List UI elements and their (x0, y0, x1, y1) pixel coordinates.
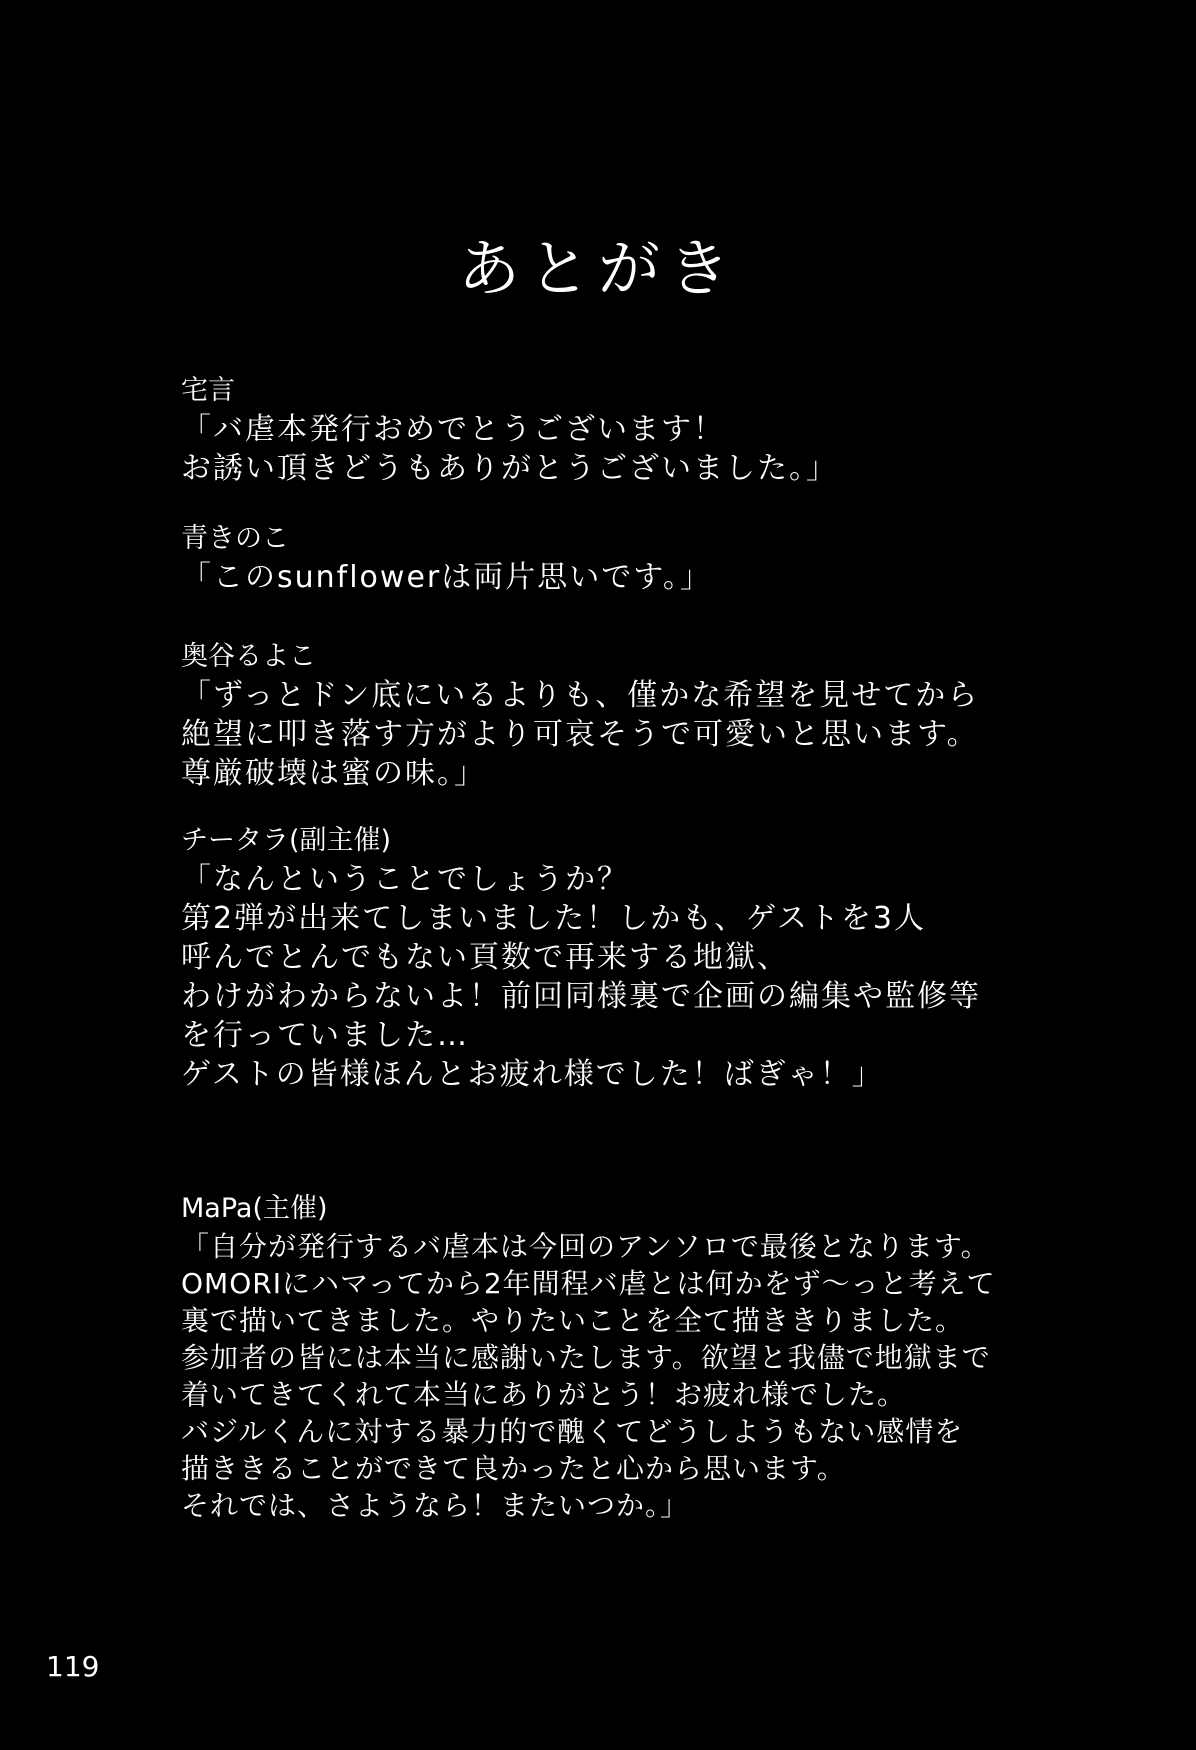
message-line: 描ききることができて良かったと心から思います。 (181, 1452, 846, 1485)
author-name: 奥谷るよこ (181, 641, 316, 672)
message-line: OMORIにハマってから2年間程バ虐とは何かをず〜っと考えて (181, 1267, 996, 1300)
message-line: ゲストの皆様ほんとお疲れ様でした！ばぎゃ！」 (181, 1057, 884, 1092)
author-name: チータラ(副主催) (181, 825, 392, 856)
message-line: わけがわからないよ！前回同様裏で企画の編集や監修等 (181, 979, 981, 1014)
message-line: 裏で描いてきました。やりたいことを全て描ききりました。 (181, 1304, 965, 1337)
author-name: 青きのこ (181, 523, 289, 554)
section-cheetara (181, 822, 1101, 1094)
author-name: MaPa(主催) (181, 1193, 328, 1224)
message-line: 「なんということでしょうか？ (181, 862, 629, 897)
message-line: 「ずっとドン底にいるよりも、僅かな希望を見せてから (181, 678, 980, 713)
message-line: 着いてきてくれて本当にありがとう！お疲れ様でした。 (181, 1378, 907, 1411)
message-line: お誘い頂きどうもありがとうございました。」 (181, 451, 838, 486)
author-name: 宅言 (181, 375, 235, 406)
message-line: 第2弾が出来てしまいました！しかも、ゲストを3人 (181, 901, 926, 936)
message-line: それでは、さようなら！またいつか。」 (181, 1489, 690, 1522)
message-line: 「自分が発行するバ虐本は今回のアンソロで最後となります。 (181, 1230, 990, 1263)
section-mapa (181, 1190, 1101, 1524)
message-line: 「バ虐本発行おめでとうございます！ (181, 412, 725, 447)
section-okuya-ruyoko (181, 638, 1101, 793)
message-line: 「このsunflowerは両片思いです。」 (181, 560, 712, 595)
page-title: あとがき (457, 232, 738, 305)
section-takugen (181, 372, 1101, 488)
message-line: バジルくんに対する暴力的で醜くてどうしようもない感情を (181, 1415, 964, 1448)
message-line: 呼んでとんでもない頁数で再来する地獄、 (181, 940, 789, 975)
message-line: 尊厳破壊は蜜の味。」 (181, 756, 486, 791)
section-aokinoko (181, 520, 1101, 597)
message-line: 絶望に叩き落す方がより可哀そうで可愛いと思います。 (181, 717, 979, 752)
message-line: 参加者の皆には本当に感謝いたします。欲望と我儘で地獄まで (181, 1341, 991, 1374)
page-number: 119 (46, 1650, 100, 1683)
message-line: を行っていました… (181, 1018, 469, 1053)
